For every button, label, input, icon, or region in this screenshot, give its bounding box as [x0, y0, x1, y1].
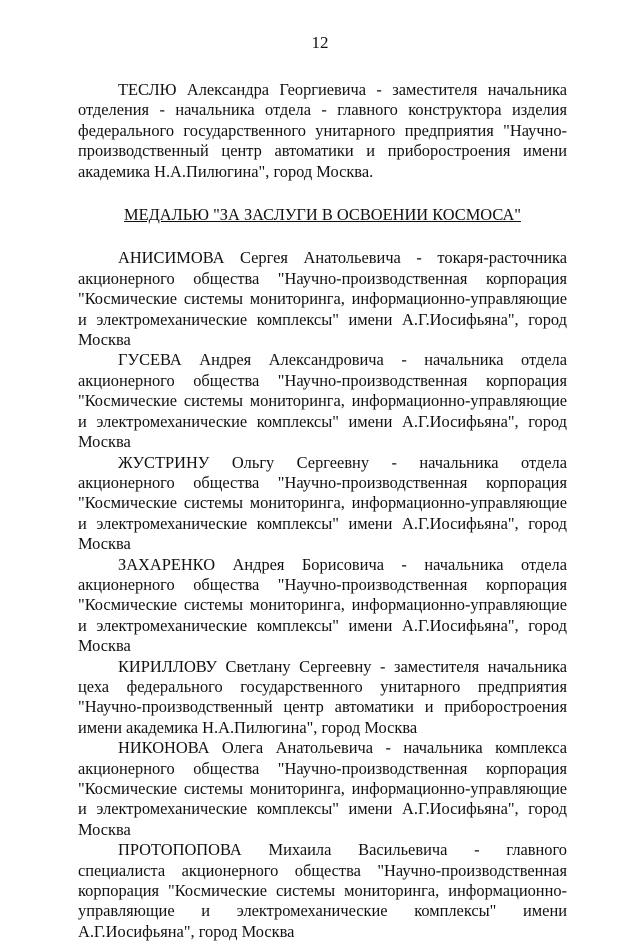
award-entry: ЖУСТРИНУ Ольгу Сергеевну - начальника отдела акционерного общества "Научно-производственная корпорация "Космические системы мониторинга, информационно-управляющие и электромеханические комплексы" имени А.Г.Иосифьяна", город Москва	[78, 452, 567, 554]
award-list	[78, 248, 567, 942]
intro-paragraph: ТЕСЛЮ Александра Георгиевича - заместителя начальника отделения - начальника отдела - главного конструктора изделия федерального государственного унитарного предприятия "Научно-производственный центр автоматики и приборостроения имени академика Н.А.Пилюгина", город Москва.	[78, 80, 567, 181]
document-body	[78, 80, 567, 942]
page-number: 12	[311, 33, 329, 52]
section-heading: МЕДАЛЬЮ "ЗА ЗАСЛУГИ В ОСВОЕНИИ КОСМОСА"	[124, 205, 521, 225]
award-entry: АНИСИМОВА Сергея Анатольевича - токаря-расточника акционерного общества "Научно-производственная корпорация "Космические системы мониторинга, информационно-управляющие и электромеханические комплексы" имени А.Г.Иосифьяна", город Москва	[78, 248, 567, 350]
award-entry: ГУСЕВА Андрея Александровича - начальника отдела акционерного общества "Научно-производственная корпорация "Космические системы мониторинга, информационно-управляющие и электромеханические комплексы" имени А.Г.Иосифьяна", город Москва	[78, 350, 567, 452]
award-entry: КИРИЛЛОВУ Светлану Сергеевну - заместителя начальника цеха федерального государственного унитарного предприятия "Научно-производственный центр автоматики и приборостроения имени академика Н.А.Пилюгина", город Москва	[78, 656, 567, 737]
award-entry: НИКОНОВА Олега Анатольевича - начальника комплекса акционерного общества "Научно-производственная корпорация "Космические системы мониторинга, информационно-управляющие и электромеханические комплексы" имени А.Г.Иосифьяна", город Москва	[78, 738, 567, 839]
award-entry: ЗАХАРЕНКО Андрея Борисовича - начальника отдела акционерного общества "Научно-производственная корпорация "Космические системы мониторинга, информационно-управляющие и электромеханические комплексы" имени А.Г.Иосифьяна", город Москва	[78, 554, 567, 656]
award-entry: ПРОТОПОПОВА Михаила Васильевича - главного специалиста акционерного общества "Научно-производственная корпорация "Космические системы мониторинга, информационно-управляющие и электромеханические комплексы" имени А.Г.Иосифьяна", город Москва	[78, 840, 567, 941]
